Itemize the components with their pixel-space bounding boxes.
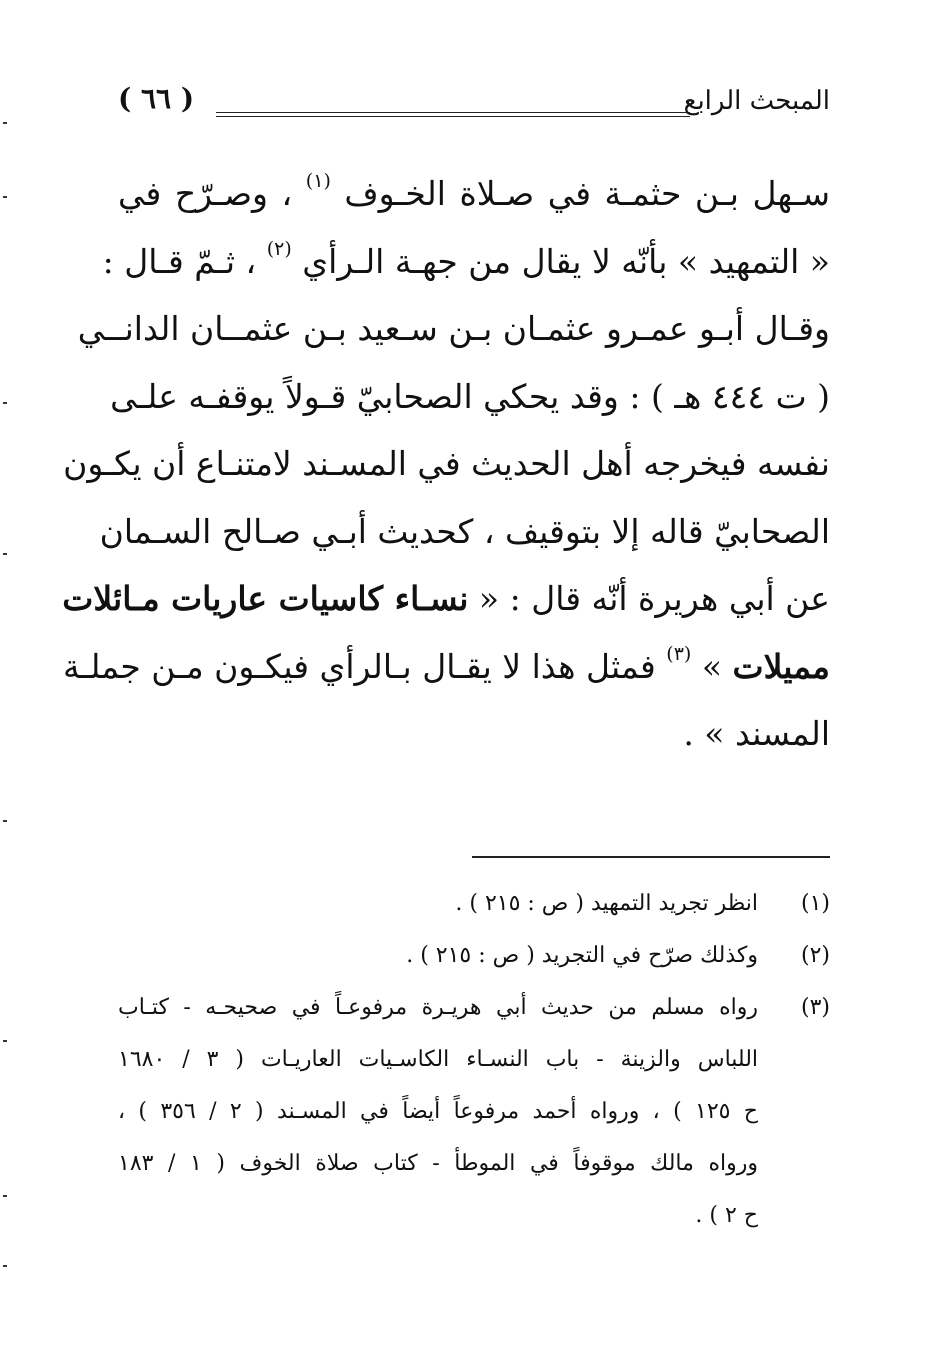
hadith-quote: مميلات bbox=[732, 646, 830, 686]
hadith-quote: نسـاء كاسيات عاريات مـائلات bbox=[62, 579, 469, 618]
footnote-line: اللباس والزينة - باب النسـاء الكاسـيات العاريـات ( ٣ / ١٦٨٠ bbox=[118, 1047, 759, 1072]
text-run: » bbox=[691, 646, 733, 686]
footnote-line: ح ١٢٥ ) ، ورواه أحمد مرفوعاً أيضاً في المسـند ( ٢ / ٣٥٦ ) ، bbox=[118, 1099, 759, 1124]
margin-mark bbox=[3, 553, 7, 555]
footnote-number: (٢) bbox=[800, 943, 830, 968]
footnote bbox=[118, 982, 830, 1242]
margin-mark bbox=[3, 1195, 7, 1197]
footnote bbox=[118, 930, 830, 982]
text-line bbox=[118, 160, 830, 228]
text-line bbox=[63, 430, 830, 498]
margin-mark bbox=[3, 122, 7, 124]
text-run: سـهل بـن حثمـة في صـلاة الخـوف bbox=[330, 174, 830, 213]
margin-mark bbox=[3, 1040, 7, 1042]
text-line bbox=[77, 295, 830, 363]
footnote-body bbox=[118, 930, 758, 982]
text-run: « التمهيد » بأنّه لا يقال من جهـة الـرأي bbox=[291, 241, 830, 281]
main-text bbox=[62, 160, 830, 768]
footnote-separator bbox=[472, 856, 830, 858]
footnote-reference[interactable]: (١) bbox=[305, 170, 331, 192]
margin-mark bbox=[3, 820, 7, 822]
page-number: ( ٦٦ ) bbox=[118, 82, 195, 115]
footnotes bbox=[118, 878, 830, 1242]
footnote-number: (١) bbox=[800, 891, 830, 916]
text-line bbox=[110, 363, 830, 431]
footnote-reference[interactable]: (٣) bbox=[666, 642, 692, 665]
text-run: وقـال أبـو عمـرو عثمـان بـن سـعيد بـن عثمــان الدانــي bbox=[77, 309, 830, 348]
text-line bbox=[62, 565, 830, 633]
text-line bbox=[99, 498, 830, 566]
footnote-line: رواه مسلم من حديث أبي هريـرة مرفوعـاً في صحيحـه - كتـاب bbox=[118, 995, 758, 1020]
margin-mark bbox=[3, 196, 7, 198]
footnote-line: انظر تجريد التمهيد ( ص : ٢١٥ ) . bbox=[455, 891, 758, 916]
text-run: ، ثـمّ قـال : bbox=[102, 241, 267, 281]
text-run: الصحابيّ قاله إلا بتوقيف ، كحديث أبـي صـالح السـمان bbox=[99, 511, 830, 551]
footnote-body bbox=[118, 982, 758, 1242]
text-line bbox=[102, 228, 830, 296]
text-run: ، وصـرّح في bbox=[118, 174, 306, 213]
margin-mark bbox=[3, 402, 7, 404]
header-rule bbox=[216, 112, 690, 117]
running-header bbox=[118, 82, 830, 132]
text-run: عن أبي هريرة أنّه قال : « bbox=[468, 579, 830, 618]
text-line bbox=[62, 633, 830, 701]
footnote-line: وكذلك صرّح في التجريد ( ص : ٢١٥ ) . bbox=[406, 943, 758, 968]
footnote-line: ورواه مالك موقوفاً في الموطأ - كتاب صلاة الخوف ( ١ / ١٨٣ bbox=[118, 1151, 758, 1176]
margin-mark bbox=[3, 1265, 7, 1267]
text-run: المسند » . bbox=[683, 714, 830, 753]
text-run: فمثل هذا لا يقـال بـالرأي فيكـون مـن جملـة bbox=[62, 646, 667, 686]
footnote-reference[interactable]: (٢) bbox=[266, 237, 292, 260]
footnote-body bbox=[118, 878, 758, 930]
text-run: نفسه فيخرجه أهل الحديث في المسـند لامتنـاع أن يكـون bbox=[63, 444, 830, 483]
footnote-number: (٣) bbox=[800, 995, 830, 1020]
text-run: ( ت ٤٤٤ هـ ) : وقد يحكي الصحابيّ قـولاً يوقفـه علـى bbox=[110, 376, 830, 416]
chapter-title: المبحث الرابع bbox=[683, 86, 830, 116]
text-line bbox=[118, 700, 830, 768]
footnote bbox=[118, 878, 830, 930]
footnote-line: ح ٢ ) . bbox=[695, 1203, 758, 1228]
